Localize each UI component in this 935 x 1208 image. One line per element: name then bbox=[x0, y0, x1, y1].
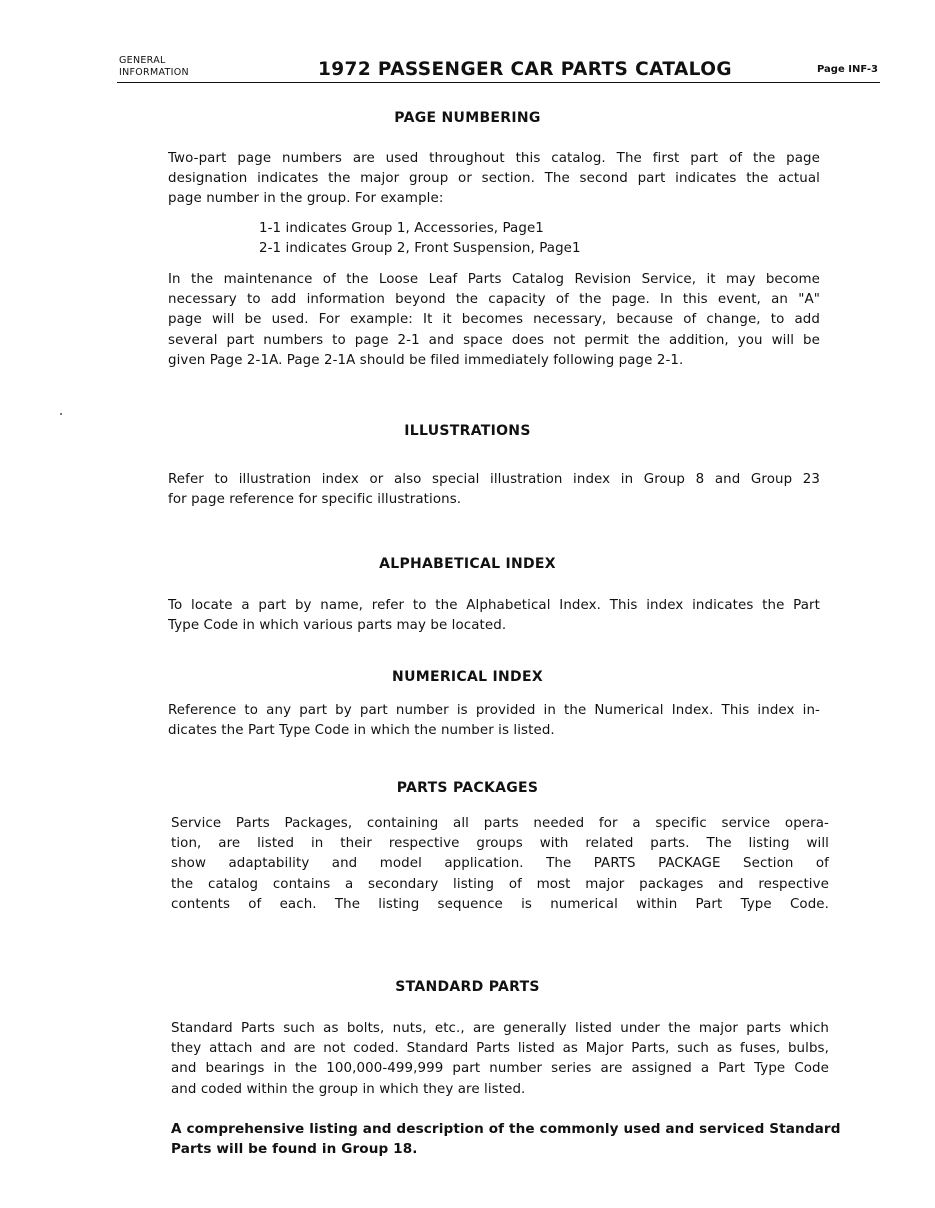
heading-illustrations: ILLUSTRATIONS bbox=[404, 423, 531, 439]
header-section-label bbox=[119, 55, 189, 78]
heading-alphabetical-index: ALPHABETICAL INDEX bbox=[379, 556, 556, 572]
paragraph-line: necessary to add information beyond the capacity of the page. In this event, an "A" bbox=[168, 292, 820, 308]
page-numbering-paragraph-1 bbox=[168, 149, 820, 210]
numerical-index-paragraph bbox=[168, 701, 820, 741]
paragraph-line: show adaptability and model application. The PARTS PACKAGE Section of bbox=[171, 856, 829, 872]
catalog-title: 1972 PASSENGER CAR PARTS CATALOG bbox=[318, 59, 732, 80]
paragraph-line: Service Parts Packages, containing all parts needed for a specific service opera- bbox=[171, 816, 829, 831]
page-number: Page INF-3 bbox=[817, 64, 878, 75]
paragraph-line: several part numbers to page 2-1 and space does not permit the addition, you will be bbox=[168, 332, 820, 348]
paragraph-line: given Page 2-1A. Page 2-1A should be filed immediately following page 2-1. bbox=[168, 352, 684, 368]
parts-packages-paragraph bbox=[171, 814, 829, 915]
paragraph-line: Parts will be found in Group 18. bbox=[171, 1141, 418, 1158]
header-divider bbox=[117, 82, 880, 83]
heading-numerical-index: NUMERICAL INDEX bbox=[392, 669, 543, 685]
header-section-line1: GENERAL bbox=[119, 55, 166, 66]
standard-parts-paragraph-1 bbox=[171, 1019, 829, 1100]
paragraph-line: Two-part page numbers are used throughout this catalog. The first part of the page bbox=[168, 151, 820, 166]
header-section-line2: INFORMATION bbox=[119, 66, 189, 78]
paragraph-line: Type Code in which various parts may be located. bbox=[168, 618, 507, 634]
paragraph-line: In the maintenance of the Loose Leaf Parts Catalog Revision Service, it may become bbox=[168, 272, 820, 287]
paragraph-line: dicates the Part Type Code in which the number is listed. bbox=[168, 723, 555, 739]
paragraph-line: they attach and are not coded. Standard Parts listed as Major Parts, such as fuses, bulbs, bbox=[171, 1041, 829, 1057]
paragraph-line: and coded within the group in which they are listed. bbox=[171, 1081, 526, 1097]
standard-parts-paragraph-2 bbox=[171, 1119, 841, 1159]
paragraph-line: Standard Parts such as bolts, nuts, etc., are generally listed under the major parts which bbox=[171, 1021, 829, 1036]
paragraph-line: tion, are listed in their respective groups with related parts. The listing will bbox=[171, 836, 829, 852]
heading-page-numbering: PAGE NUMBERING bbox=[394, 110, 541, 126]
paragraph-line: Refer to illustration index or also special illustration index in Group 8 and Group 23 bbox=[168, 472, 820, 487]
heading-parts-packages: PARTS PACKAGES bbox=[396, 780, 539, 796]
page-numbering-paragraph-2 bbox=[168, 270, 820, 371]
illustrations-paragraph bbox=[168, 470, 820, 510]
scan-speck bbox=[60, 413, 62, 415]
paragraph-line: To locate a part by name, refer to the Alphabetical Index. This index indicates the Part bbox=[168, 598, 820, 613]
alphabetical-index-paragraph bbox=[168, 596, 820, 636]
paragraph-line: the catalog contains a secondary listing of most major packages and respective bbox=[171, 876, 829, 892]
page-numbering-example-1: 1-1 indicates Group 1, Accessories, Page1 bbox=[259, 221, 544, 236]
page-numbering-example-2: 2-1 indicates Group 2, Front Suspension, Page1 bbox=[259, 241, 581, 256]
paragraph-line: contents of each. The listing sequence is numerical within Part Type Code. bbox=[171, 896, 829, 912]
paragraph-line: for page reference for specific illustrations. bbox=[168, 492, 462, 508]
paragraph-line: Reference to any part by part number is provided in the Numerical Index. This index in- bbox=[168, 703, 820, 718]
paragraph-line: designation indicates the major group or section. The second part indicates the actual bbox=[168, 171, 820, 187]
paragraph-line: and bearings in the 100,000-499,999 part number series are assigned a Part Type Code bbox=[171, 1061, 829, 1077]
heading-standard-parts: STANDARD PARTS bbox=[395, 979, 540, 995]
paragraph-line: A comprehensive listing and description of the commonly used and serviced Standard bbox=[171, 1121, 841, 1137]
paragraph-line: page will be used. For example: It it becomes necessary, because of change, to add bbox=[168, 312, 820, 328]
paragraph-line: page number in the group. For example: bbox=[168, 191, 444, 207]
